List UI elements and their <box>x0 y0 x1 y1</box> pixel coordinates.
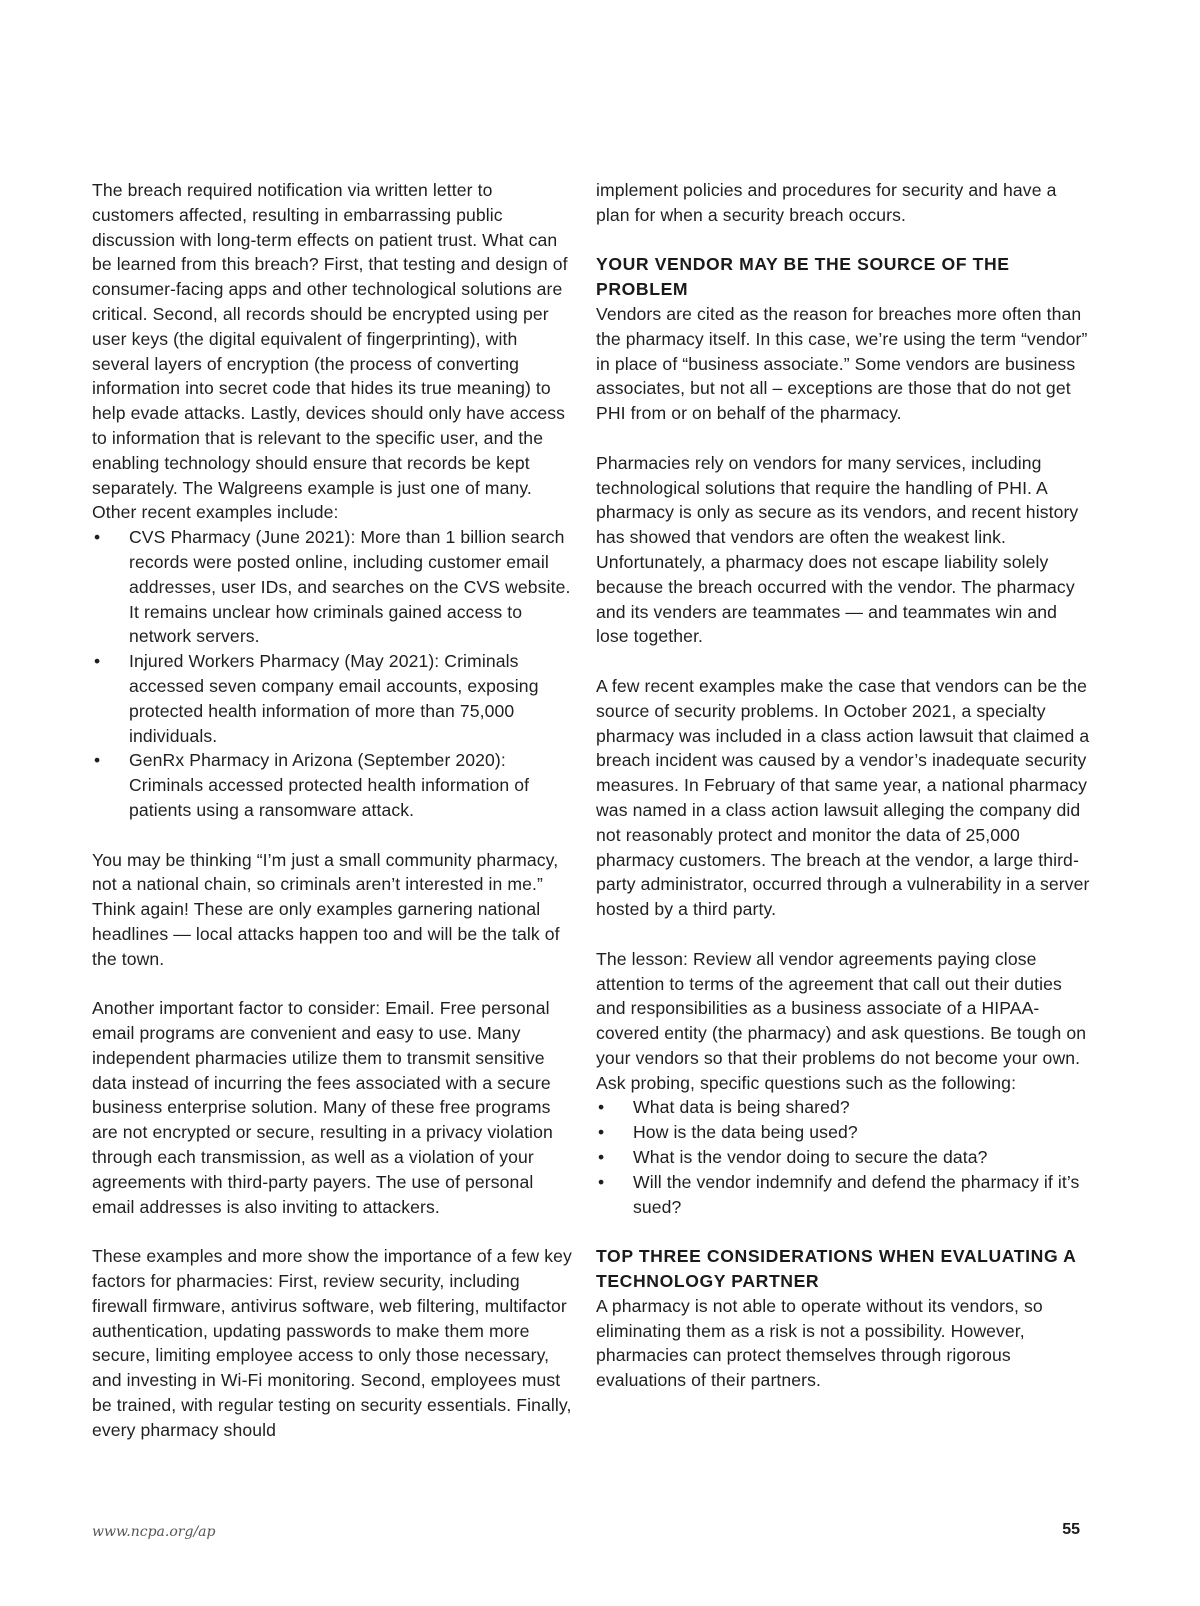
list-item <box>596 1120 1090 1145</box>
paragraph: Vendors are cited as the reason for breaches more often than the pharmacy itself. In this case, we’re using the term “vendor” in place of “business associate.” Some vendors are business associates, but not all – exceptions are those that do not get PHI from or on behalf of the pharmacy. <box>596 303 1088 424</box>
list-item <box>596 1145 1090 1170</box>
bullet-icon: • <box>598 1097 605 1118</box>
bullet-icon: • <box>598 1122 605 1143</box>
page-number: 55 <box>1062 1521 1080 1538</box>
list-item-text: What data is being shared? <box>633 1097 850 1118</box>
paragraph: These examples and more show the importance of a few key factors for pharmacies: First, review security, including firewall firmware, antivirus software, web filtering, multifactor authentication, updating passwords to make them more secure, limiting employee access to only those necessary, and investing in Wi-Fi monitoring. Second, employees must be trained, with regular testing on security essentials. Finally, every pharmacy should <box>92 1246 572 1440</box>
list-item-text: Injured Workers Pharmacy (May 2021): Criminals accessed seven company email accounts, exposing protected health information of more than 75,000 individuals. <box>129 651 539 746</box>
paragraph: implement policies and procedures for security and have a plan for when a security breach occurs. <box>596 180 1057 225</box>
bullet-icon: • <box>598 1147 605 1168</box>
list-item <box>92 649 574 748</box>
paragraph: Another important factor to consider: Email. Free personal email programs are convenient and easy to use. Many independent pharmacies utilize them to transmit sensitive data instead of incurring the fees associated with a secure business enterprise solution. Many of these free programs are not encrypted or secure, resulting in a privacy violation through each transmission, as well as a violation of your agreements with third-party payers. The use of personal email addresses is also inviting to attackers. <box>92 998 553 1217</box>
right-column <box>596 178 1090 1393</box>
list-item-text: GenRx Pharmacy in Arizona (September 2020): Criminals accessed protected health information of patients using a ransomware attack. <box>129 750 530 820</box>
list-item <box>92 748 574 822</box>
list-item-text: What is the vendor doing to secure the data? <box>633 1147 988 1168</box>
section-heading: YOUR VENDOR MAY BE THE SOURCE OF THE PROBLEM <box>596 254 1010 300</box>
paragraph: The lesson: Review all vendor agreements paying close attention to terms of the agreement that call out their duties and responsibilities as a business associate of a HIPAA-covered entity (the pharmacy) and ask questions. Be tough on your vendors so that their problems do not become your own. Ask probing, specific questions such as the following: <box>596 948 1087 1093</box>
paragraph: The breach required notification via written letter to customers affected, resulting in embarrassing public discussion with long-term effects on patient trust. What can be learned from this breach? First, that testing and design of consumer-facing apps and other technological solutions are critical. Second, all records should be encrypted using per user keys (the digital equivalent of fingerprinting), with several layers of encryption (the process of converting information into secret code that hides its true meaning) to help evade attacks. Lastly, devices should only have access to information that is relevant to the specific user, and the enabling technology should ensure that records be kept separately. The Walgreens example is just one of many. Other recent examples include: <box>92 180 568 523</box>
footer-url: www.ncpa.org/ap <box>92 1524 216 1540</box>
breach-examples-list <box>92 525 574 823</box>
bullet-icon: • <box>94 527 101 548</box>
paragraph: A pharmacy is not able to operate without its vendors, so eliminating them as a risk is not a possibility. However, pharmacies can protect themselves through rigorous evaluations of their partners. <box>596 1295 1043 1391</box>
section-heading: TOP THREE CONSIDERATIONS WHEN EVALUATING A TECHNOLOGY PARTNER <box>596 1246 1076 1292</box>
list-item-text: How is the data being used? <box>633 1122 858 1143</box>
paragraph: You may be thinking “I’m just a small community pharmacy, not a national chain, so criminals aren’t interested in me.” Think again! These are only examples garnering national headlines — local attacks happen too and will be the talk of the town. <box>92 849 560 969</box>
bullet-icon: • <box>94 750 101 771</box>
left-column <box>92 178 574 1443</box>
list-item-text: CVS Pharmacy (June 2021): More than 1 billion search records were posted online, including customer email addresses, user IDs, and searches on the CVS website. It remains unclear how criminals gained access to network servers. <box>129 527 571 647</box>
vendor-questions-list <box>596 1095 1090 1219</box>
list-item <box>596 1095 1090 1120</box>
list-item <box>596 1170 1090 1220</box>
list-item-text: Will the vendor indemnify and defend the pharmacy if it’s sued? <box>633 1171 1080 1217</box>
bullet-icon: • <box>94 651 101 672</box>
bullet-icon: • <box>598 1171 605 1192</box>
list-item <box>92 525 574 649</box>
paragraph: A few recent examples make the case that vendors can be the source of security problems. In October 2021, a specialty pharmacy was included in a class action lawsuit that claimed a breach incident was caused by a vendor’s inadequate security measures. In February of that same year, a national pharmacy was named in a class action lawsuit alleging the company did not reasonably protect and monitor the data of 25,000 pharmacy customers. The breach at the vendor, a large third-party administrator, occurred through a vulnerability in a server hosted by a third party. <box>596 675 1090 920</box>
paragraph: Pharmacies rely on vendors for many services, including technological solutions that require the handling of PHI. A pharmacy is only as secure as its vendors, and recent history has showed that vendors are often the weakest link. Unfortunately, a pharmacy does not escape liability solely because the breach occurred with the vendor. The pharmacy and its venders are teammates — and teammates win and lose together. <box>596 452 1079 647</box>
